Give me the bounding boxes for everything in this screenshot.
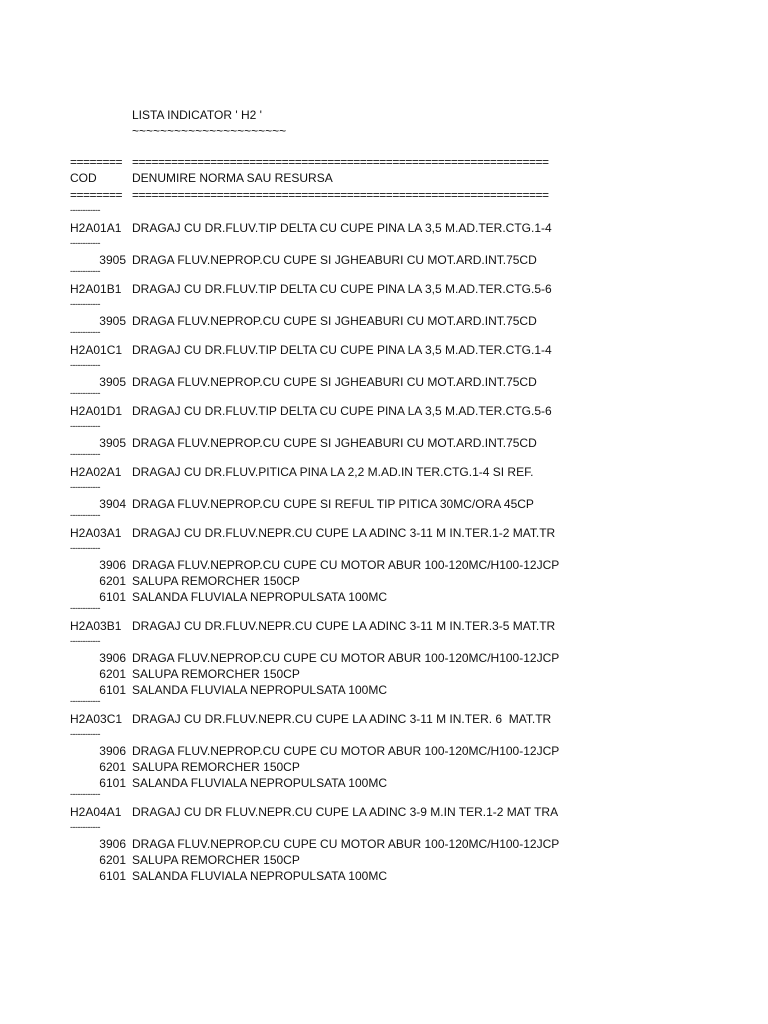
norm-code: H2A04A1: [70, 805, 122, 819]
resource-code: 3906: [99, 651, 126, 665]
separator-line: [0, 390, 768, 402]
resource-code: 3905: [99, 436, 126, 450]
column-header-description: DENUMIRE NORMA SAU RESURSA: [132, 171, 333, 185]
norm-code: H2A01C1: [70, 343, 123, 357]
resource-row: [0, 313, 768, 329]
resource-description: SALUPA REMORCHER 150CP: [132, 574, 300, 588]
resource-row: [0, 252, 768, 268]
separator-line: [0, 638, 768, 650]
resource-row: [0, 868, 768, 884]
separator-line: [0, 824, 768, 836]
rule-code-bottom: ========: [70, 188, 123, 202]
separator-text: ------------: [70, 266, 100, 276]
resource-description: DRAGA FLUV.NEPROP.CU CUPE SI JGHEABURI CU MOT.ARD.INT.75CD: [132, 314, 537, 328]
norm-code: H2A02A1: [70, 465, 122, 479]
separator-line: [0, 545, 768, 557]
separator-line: [0, 240, 768, 252]
separator-line: [0, 451, 768, 463]
separator-text: ------------: [70, 822, 100, 832]
norm-row: [0, 710, 768, 731]
separator-line: [0, 484, 768, 496]
separator-line: [0, 268, 768, 280]
resource-code: 6101: [99, 683, 126, 697]
resource-row: [0, 852, 768, 868]
separator-line: [0, 731, 768, 743]
separator-line: [0, 791, 768, 803]
norm-code: H2A01B1: [70, 282, 122, 296]
separator-text: ------------: [70, 449, 100, 459]
resource-code: 3905: [99, 375, 126, 389]
separator-line: [0, 301, 768, 313]
norm-code: H2A03B1: [70, 619, 122, 633]
rule-desc-bottom: ================================================================: [132, 188, 549, 202]
resource-row: [0, 374, 768, 390]
norm-row: [0, 617, 768, 638]
separator-text: ------------: [70, 729, 100, 739]
resource-row: [0, 743, 768, 759]
norm-row: [0, 463, 768, 484]
norm-description: DRAGAJ CU DR FLUV.NEPR.CU CUPE LA ADINC 3-9 M.IN TER.1-2 MAT TRA: [132, 805, 559, 819]
norm-description: DRAGAJ CU DR.FLUV.TIP DELTA CU CUPE PINA LA 3,5 M.AD.TER.CTG.1-4: [132, 221, 552, 235]
resource-description: SALUPA REMORCHER 150CP: [132, 853, 300, 867]
resource-description: DRAGA FLUV.NEPROP.CU CUPE SI REFUL TIP PITICA 30MC/ORA 45CP: [132, 497, 534, 511]
norm-row: [0, 402, 768, 423]
resource-description: SALANDA FLUVIALA NEPROPULSATA 100MC: [132, 590, 387, 604]
resource-row: [0, 496, 768, 512]
norm-list: [0, 207, 768, 884]
separator-text: ------------: [70, 299, 100, 309]
resource-row: [0, 435, 768, 451]
title-underline: ~~~~~~~~~~~~~~~~~~~~~~: [132, 124, 287, 138]
resource-code: 3906: [99, 744, 126, 758]
resource-code: 6201: [99, 853, 126, 867]
resource-code: 3904: [99, 497, 126, 511]
norm-description: DRAGAJ CU DR.FLUV.NEPR.CU CUPE LA ADINC 3-11 M IN.TER. 6 MAT.TR: [132, 712, 552, 726]
resource-description: SALANDA FLUVIALA NEPROPULSATA 100MC: [132, 869, 387, 883]
resource-code: 3906: [99, 558, 126, 572]
separator-text: ------------: [70, 789, 100, 799]
resource-code: 6201: [99, 574, 126, 588]
norm-row: [0, 803, 768, 824]
separator-line: [0, 423, 768, 435]
resource-row: [0, 557, 768, 573]
resource-description: SALUPA REMORCHER 150CP: [132, 667, 300, 681]
separator-text: ------------: [70, 543, 100, 553]
column-header-code: COD: [70, 171, 97, 185]
resource-group: [0, 252, 768, 268]
resource-group: [0, 650, 768, 698]
resource-description: DRAGA FLUV.NEPROP.CU CUPE SI JGHEABURI CU MOT.ARD.INT.75CD: [132, 436, 537, 450]
separator-line: [0, 207, 768, 219]
resource-description: DRAGA FLUV.NEPROP.CU CUPE SI JGHEABURI CU MOT.ARD.INT.75CD: [132, 375, 537, 389]
separator-text: ------------: [70, 636, 100, 646]
resource-code: 3905: [99, 253, 126, 267]
norm-description: DRAGAJ CU DR.FLUV.TIP DELTA CU CUPE PINA LA 3,5 M.AD.TER.CTG.5-6: [132, 282, 552, 296]
separator-text: ------------: [70, 205, 100, 215]
separator-text: ------------: [70, 421, 100, 431]
norm-row: [0, 524, 768, 545]
resource-description: SALUPA REMORCHER 150CP: [132, 760, 300, 774]
separator-text: ------------: [70, 238, 100, 248]
resource-group: [0, 557, 768, 605]
norm-description: DRAGAJ CU DR.FLUV.NEPR.CU CUPE LA ADINC 3-11 M IN.TER.1-2 MAT.TR: [132, 526, 556, 540]
separator-text: ------------: [70, 482, 100, 492]
resource-code: 3905: [99, 314, 126, 328]
resource-description: DRAGA FLUV.NEPROP.CU CUPE CU MOTOR ABUR 100-120MC/H100-12JCP: [132, 651, 560, 665]
norm-description: DRAGAJ CU DR.FLUV.NEPR.CU CUPE LA ADINC 3-11 M IN.TER.3-5 MAT.TR: [132, 619, 556, 633]
resource-group: [0, 374, 768, 390]
resource-row: [0, 682, 768, 698]
norm-code: H2A03A1: [70, 526, 122, 540]
separator-line: [0, 698, 768, 710]
resource-description: DRAGA FLUV.NEPROP.CU CUPE CU MOTOR ABUR 100-120MC/H100-12JCP: [132, 558, 560, 572]
resource-row: [0, 650, 768, 666]
resource-row: [0, 589, 768, 605]
separator-line: [0, 329, 768, 341]
norm-code: H2A01A1: [70, 221, 122, 235]
norm-description: DRAGAJ CU DR.FLUV.TIP DELTA CU CUPE PINA LA 3,5 M.AD.TER.CTG.5-6: [132, 404, 552, 418]
resource-code: 6101: [99, 776, 126, 790]
resource-code: 6201: [99, 667, 126, 681]
resource-row: [0, 775, 768, 791]
resource-description: DRAGA FLUV.NEPROP.CU CUPE CU MOTOR ABUR 100-120MC/H100-12JCP: [132, 744, 560, 758]
document-title: LISTA INDICATOR ' H2 ': [132, 108, 262, 122]
norm-row: [0, 280, 768, 301]
separator-text: ------------: [70, 327, 100, 337]
resource-row: [0, 759, 768, 775]
resource-row: [0, 573, 768, 589]
resource-code: 6201: [99, 760, 126, 774]
rule-code-top: ========: [70, 155, 123, 169]
resource-group: [0, 836, 768, 884]
norm-code: H2A01D1: [70, 404, 123, 418]
separator-line: [0, 362, 768, 374]
resource-group: [0, 743, 768, 791]
separator-line: [0, 605, 768, 617]
norm-row: [0, 341, 768, 362]
norm-row: [0, 219, 768, 240]
resource-group: [0, 313, 768, 329]
norm-description: DRAGAJ CU DR.FLUV.TIP DELTA CU CUPE PINA LA 3,5 M.AD.TER.CTG.1-4: [132, 343, 552, 357]
rule-desc-top: ================================================================: [132, 155, 549, 169]
separator-text: ------------: [70, 603, 100, 613]
norm-code: H2A03C1: [70, 712, 123, 726]
separator-line: [0, 512, 768, 524]
resource-row: [0, 836, 768, 852]
separator-text: ------------: [70, 388, 100, 398]
resource-description: DRAGA FLUV.NEPROP.CU CUPE SI JGHEABURI CU MOT.ARD.INT.75CD: [132, 253, 537, 267]
separator-text: ------------: [70, 510, 100, 520]
resource-code: 3906: [99, 837, 126, 851]
resource-description: DRAGA FLUV.NEPROP.CU CUPE CU MOTOR ABUR 100-120MC/H100-12JCP: [132, 837, 560, 851]
resource-row: [0, 666, 768, 682]
separator-text: ------------: [70, 696, 100, 706]
norm-description: DRAGAJ CU DR.FLUV.PITICA PINA LA 2,2 M.AD.IN TER.CTG.1-4 SI REF.: [132, 465, 534, 479]
resource-description: SALANDA FLUVIALA NEPROPULSATA 100MC: [132, 683, 387, 697]
separator-text: ------------: [70, 360, 100, 370]
resource-description: SALANDA FLUVIALA NEPROPULSATA 100MC: [132, 776, 387, 790]
resource-group: [0, 435, 768, 451]
resource-group: [0, 496, 768, 512]
resource-code: 6101: [99, 590, 126, 604]
resource-code: 6101: [99, 869, 126, 883]
